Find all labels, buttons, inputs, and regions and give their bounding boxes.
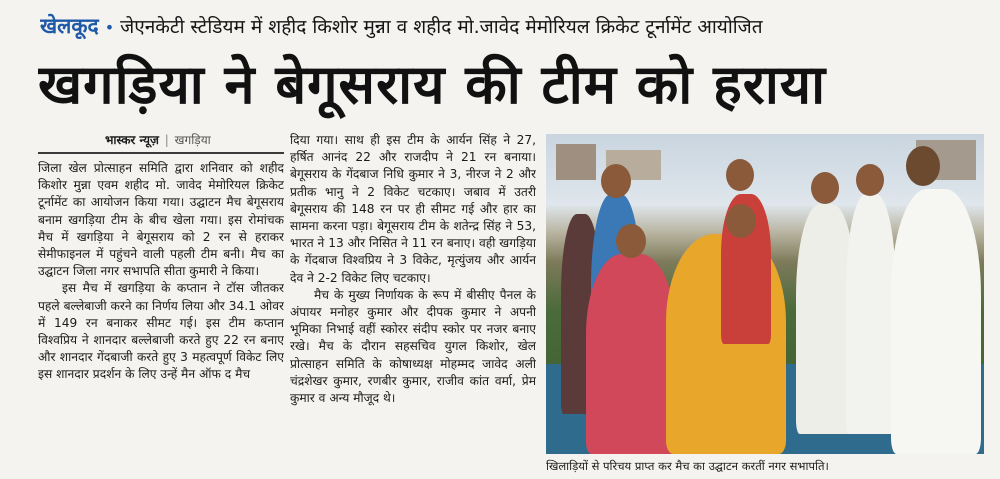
photo-building xyxy=(556,144,596,180)
paragraph: जिला खेल प्रोत्साहन समिति द्वारा शनिवार को शहीद किशोर मुन्ना एवम शहीद मो. जावेद मेमोरियल क्रिकेट टूर्नामेंट का आयोजन किया गया। उद्घाटन मैच बेगूसराय बनाम खगड़िया टीम के बीच खेला गया। इस रोमांचक मैच में खगड़िया ने बेगूसराय को 2 रन से हराकर सेमीफाइनल में पहुंचने वाली पहली टीम बनी। मैच का उद्घाटन जिला नगर सभापति सीता कुमारी ने किया। xyxy=(38,161,284,279)
section-tag: खेलकूद xyxy=(40,14,99,38)
photo-figure xyxy=(846,194,896,434)
photo-head xyxy=(856,164,884,196)
article-column-2 xyxy=(290,132,536,474)
photo-caption: खिलाड़ियों से परिचय प्राप्त कर मैच का उद्घाटन करतीं नगर सभापति। xyxy=(546,459,829,473)
photo-head xyxy=(726,204,756,238)
headline: खगड़िया ने बेगूसराय की टीम को हराया xyxy=(38,53,827,116)
photo-head xyxy=(616,224,646,258)
byline-agency: भास्कर न्यूज़ xyxy=(105,133,159,147)
bullet-separator: • xyxy=(104,18,115,37)
photo-figure xyxy=(586,254,676,454)
kicker-subheading: जेएनकेटी स्टेडियम में शहीद किशोर मुन्ना व शहीद मो.जावेद मेमोरियल क्रिकेट टूर्नामेंट आयोजित xyxy=(120,16,763,38)
byline-rule xyxy=(38,152,284,154)
byline-separator: | xyxy=(164,133,169,147)
photo-head xyxy=(726,159,754,191)
paragraph: इस मैच में खगड़िया के कप्तान ने टॉस जीतकर पहले बल्लेबाजी करने का निर्णय लिया और 34.1 ओवर में 149 रन बनाकर सीमट गई। इस टीम कप्तान विश्वप्रिय ने शानदार बल्लेबाजी करते हुए 22 रन बनाए और शानदार गेंदबाजी करते हुए 3 महत्वपूर्ण विकेट लिए इस शानदार प्रदर्शन के लिए उन्हें मैन ऑफ द मैच xyxy=(38,281,284,382)
article-column-1 xyxy=(38,160,284,474)
photo-head xyxy=(906,146,940,186)
news-photo xyxy=(546,134,984,454)
kicker-line xyxy=(40,8,990,44)
photo-figure xyxy=(891,189,981,454)
photo-head xyxy=(601,164,631,198)
paragraph: मैच के मुख्य निर्णायक के रूप में बीसीए पैनल के अंपायर मनोहर कुमार और दीपक कुमार ने अपनी भूमिका निभाई वहीं स्कोरर संदीप स्कोर पर नजर बनाए रखे। मैच के दौरान सहसचिव युगल किशोर, खेल प्रोत्साहन समिति के कोषाध्यक्ष मोहम्मद जावेद अली चंद्रशेखर कुमार, रणबीर कुमार, राजीव कांत वर्मा, प्रेम कुमार व अन्य मौजूद थे। xyxy=(290,287,536,406)
byline xyxy=(105,130,305,150)
byline-place: खगड़िया xyxy=(174,133,211,147)
photo-head xyxy=(811,172,839,204)
paragraph: दिया गया। साथ ही इस टीम के आर्यन सिंह ने 27, हर्षित आनंद 22 और राजदीप ने 21 रन बनाया। बेगूसराय के गेंदबाज निधि कुमार ने 3, नीरज ने 2 और प्रतीक भानु ने 2 विकेट चटकाए। जबाव में उतरी बेगूसराय की 148 रन पर ही सीमट गई और हार का सामना करना पड़ा। बेगूसराय टीम के शतेन्द्र सिंह ने 53, भारत ने 13 और निसित ने 11 रन बनाए। वही खगड़िया के गेंदबाज विश्वप्रिय ने 3 विकेट, मृत्युंजय और आर्यन देव ने 2-2 विकेट लिए चटकाए। xyxy=(290,133,536,285)
